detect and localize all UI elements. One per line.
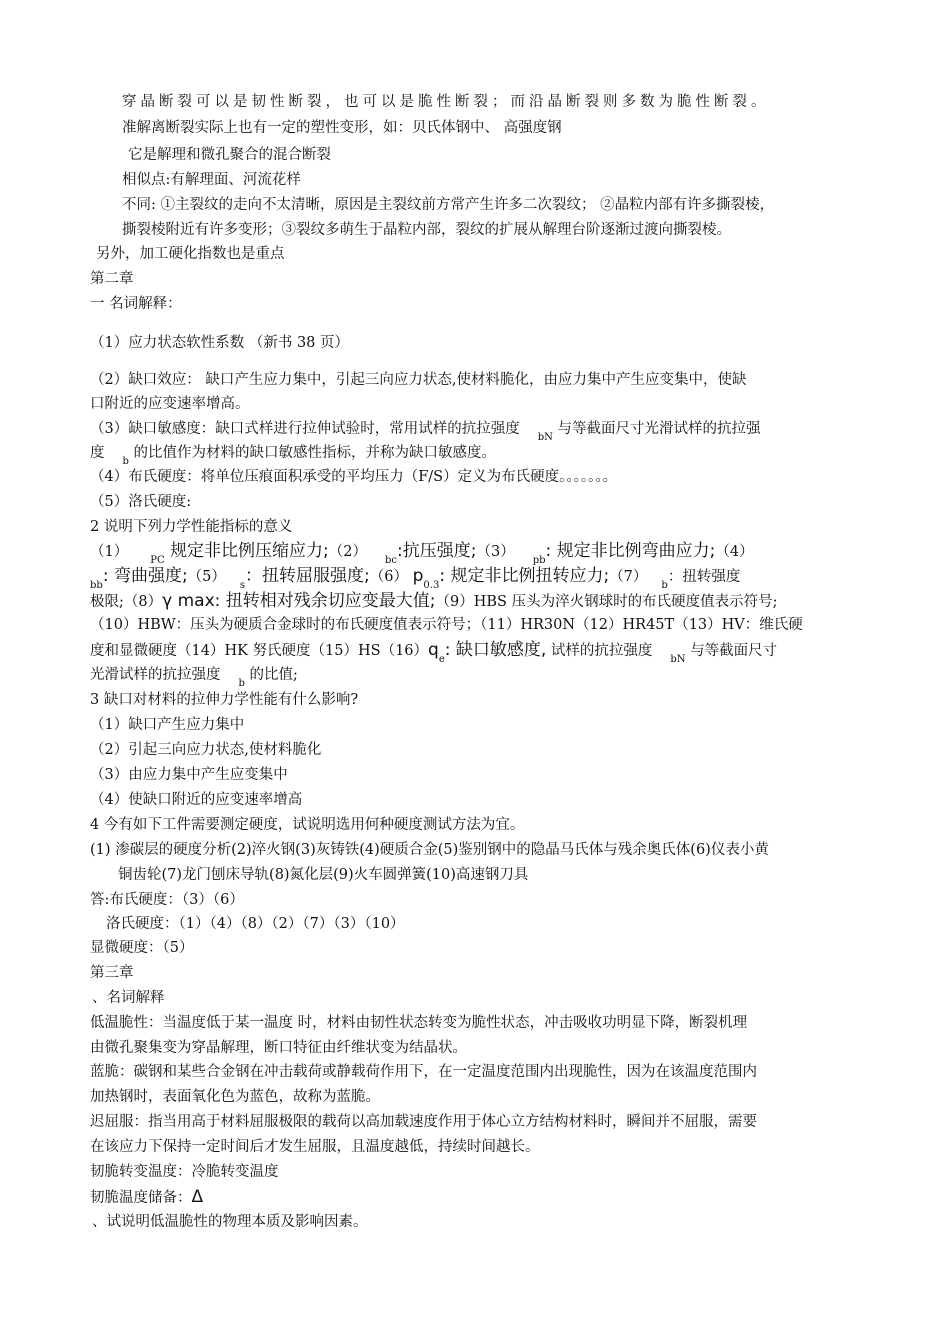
list-item: （4）使缺口附近的应变速率增高: [90, 792, 303, 808]
text: Δ: [191, 1187, 204, 1207]
text: 度和显微硬度（14）HK 努氏硬度（15）HS（16）: [90, 643, 429, 659]
subscript: 0.3: [423, 580, 440, 591]
question-heading: 4 今有如下工件需要测定硬度，试说明选用何种硬度测试方法为宜。: [90, 817, 525, 833]
paragraph-line: （2）缺口效应： 缺口产生应力集中，引起三向应力状态,使材料脆化，由应力集中产生应变集中，使缺: [90, 372, 747, 388]
text: : 规定非比例弯曲应力;: [545, 541, 716, 561]
chapter-heading: 第三章: [90, 965, 134, 981]
paragraph-line: （10）HBW：压头为硬质合金球时的布氏硬度值表示符号；（11）HR30N（12）HR45T（13）HV：维氏硬: [90, 617, 803, 633]
paragraph-line: 不同: ①主裂纹的走向不太清晰，原因是主裂纹前方常产生许多二次裂纹； ②晶粒内部有许多撕裂棱，: [122, 197, 775, 213]
text: γ max: 扭转相对残余切应变最大值;: [162, 591, 436, 611]
paragraph-line: [90, 665, 870, 687]
text: （4）: [715, 544, 754, 560]
paragraph-line: [90, 443, 870, 465]
paragraph-line: [90, 591, 870, 612]
paragraph-line: 铜齿轮(7)龙门刨床导轨(8)氮化层(9)火车圆弹簧(10)高速钢刀具: [118, 867, 529, 883]
subscript: bN: [537, 432, 553, 443]
list-item: （2）引起三向应力状态,使材料脆化: [90, 742, 322, 758]
paragraph-line: (1) 渗碳层的硬度分析(2)淬火钢(3)灰铸铁(4)硬质合金(5)鉴别钢中的隐晶马氏体与残余奥氏体(6)仪表小黄: [90, 842, 769, 858]
subscript: e: [438, 654, 445, 665]
text: （3）: [476, 544, 515, 560]
text: （7）: [609, 569, 648, 585]
text: 韧脆温度储备：: [90, 1190, 192, 1206]
paragraph-line: [122, 92, 902, 112]
subscript: bb: [90, 580, 103, 591]
paragraph-line: [90, 1187, 870, 1208]
paragraph-line: [90, 541, 870, 564]
text: p: [412, 566, 424, 586]
paragraph-line: 口附近的应变速率增高。: [90, 396, 250, 412]
text: ：扭转强度: [667, 569, 741, 585]
text: 与等截面尺寸: [685, 643, 778, 659]
paragraph-line: 撕裂棱附近有许多变形；③裂纹多萌生于晶粒内部，裂纹的扩展从解理台阶逐渐过渡向撕裂棱。: [122, 222, 731, 238]
paragraph-line: [90, 566, 870, 589]
section-heading: 一 名词解释：: [90, 296, 182, 312]
text: 试样的抗拉强度: [546, 643, 653, 659]
text: 光滑试样的抗拉强度: [90, 667, 221, 683]
paragraph-line: 在该应力下保持一定时间后才发生屈服，且温度越低，持续时间越长。: [90, 1139, 540, 1155]
paragraph-line: 由微孔聚集变为穿晶解理，断口特征由纤维状变为结晶状。: [90, 1040, 467, 1056]
paragraph-line: 准解离断裂实际上也有一定的塑性变形，如：贝氏体钢中、 高强度钢: [122, 120, 562, 136]
text: ：扭转屈服强度;: [245, 566, 370, 586]
text: （5）: [187, 569, 226, 585]
subscript: PC: [150, 555, 165, 566]
text: （3）缺口敏感度：缺口式样进行拉伸试验时，常用试样的抗拉强度: [90, 421, 520, 437]
paragraph-line: [90, 640, 870, 663]
text: 极限;（8）: [90, 594, 163, 610]
paragraph-line: 迟屈服：指当用高于材料屈服极限的载荷以高加载速度作用于体心立方结构材料时，瞬间并不屈服，需要: [90, 1114, 757, 1130]
text: : 弯曲强度;: [102, 566, 188, 586]
text: （9）HBS 压头为淬火钢球时的布氏硬度值表示符号;: [435, 594, 778, 610]
subscript: b: [238, 678, 245, 689]
answer-line: 洛氏硬度：（1）（4）（8）（2）（7）（3）（10）: [106, 916, 405, 932]
paragraph-line: [90, 419, 870, 441]
paragraph-line: 相似点:有解理面、河流花样: [122, 172, 301, 188]
subscript: b: [661, 580, 668, 591]
answer-line: 答:布氏硬度：（3）（6）: [90, 892, 244, 908]
paragraph-line: 另外，加工硬化指数也是重点: [96, 246, 285, 262]
section-heading: 、名词解释: [92, 990, 165, 1006]
paragraph-line: 低温脆性：当温度低于某一温度 时，材料由韧性状态转变为脆性状态，冲击吸收功明显下降，断裂机理: [90, 1015, 748, 1031]
paragraph-line: （4）布氏硬度：将单位压痕面积承受的平均压力（F/S）定义为布氏硬度。。。。。。。: [90, 469, 618, 485]
paragraph-line: （1）应力状态软性系数 （新书 38 页）: [90, 335, 350, 351]
paragraph-line: 韧脆转变温度：冷脆转变温度: [90, 1164, 279, 1180]
paragraph-line: 蓝脆：碳钢和某些合金钢在冲击载荷或静载荷作用下，在一定温度范围内出现脆性，因为在该温度范围内: [90, 1064, 757, 1080]
text: （1）: [90, 544, 129, 560]
text: 规定非比例压缩应力;: [164, 541, 329, 561]
text: （2）: [328, 544, 367, 560]
subscript: b: [122, 456, 129, 467]
text: :抗压强度;: [397, 541, 477, 561]
question-heading: 2 说明下列力学性能指标的意义: [90, 519, 293, 535]
text: 与等截面尺寸光滑试样的抗拉强: [552, 421, 761, 437]
text: : 规定非比例扭转应力;: [439, 566, 610, 586]
list-item: （3）由应力集中产生应变集中: [90, 767, 288, 783]
text: : 缺口敏感度,: [444, 640, 547, 660]
text: 度: [90, 445, 105, 461]
paragraph-line: 加热钢时，表面氧化色为蓝色，故称为蓝脆。: [90, 1089, 380, 1105]
question-heading: 3 缺口对材料的拉伸力学性能有什么影响?: [90, 692, 359, 708]
text: （6）: [369, 569, 413, 585]
subscript: bc: [385, 555, 398, 566]
section-heading: 、试说明低温脆性的物理本质及影响因素。: [92, 1214, 368, 1230]
text: 的比值;: [244, 667, 298, 683]
subscript: s: [239, 580, 246, 591]
text: 穿晶断裂可以是韧性断裂，也可以是脆性断裂；而沿晶断裂则多数为脆性断裂。: [122, 94, 770, 110]
paragraph-line: （5）洛氏硬度:: [90, 494, 192, 510]
chapter-heading: 第二章: [90, 271, 134, 287]
list-item: （1）缺口产生应力集中: [90, 717, 245, 733]
subscript: bN: [670, 654, 686, 665]
subscript: pb: [532, 555, 546, 566]
paragraph-line: 它是解理和微孔聚合的混合断裂: [128, 147, 331, 163]
text: q: [428, 640, 439, 660]
text: 的比值作为材料的缺口敏感性指标，并称为缺口敏感度。: [128, 445, 497, 461]
answer-line: 显微硬度：（5）: [90, 940, 194, 956]
